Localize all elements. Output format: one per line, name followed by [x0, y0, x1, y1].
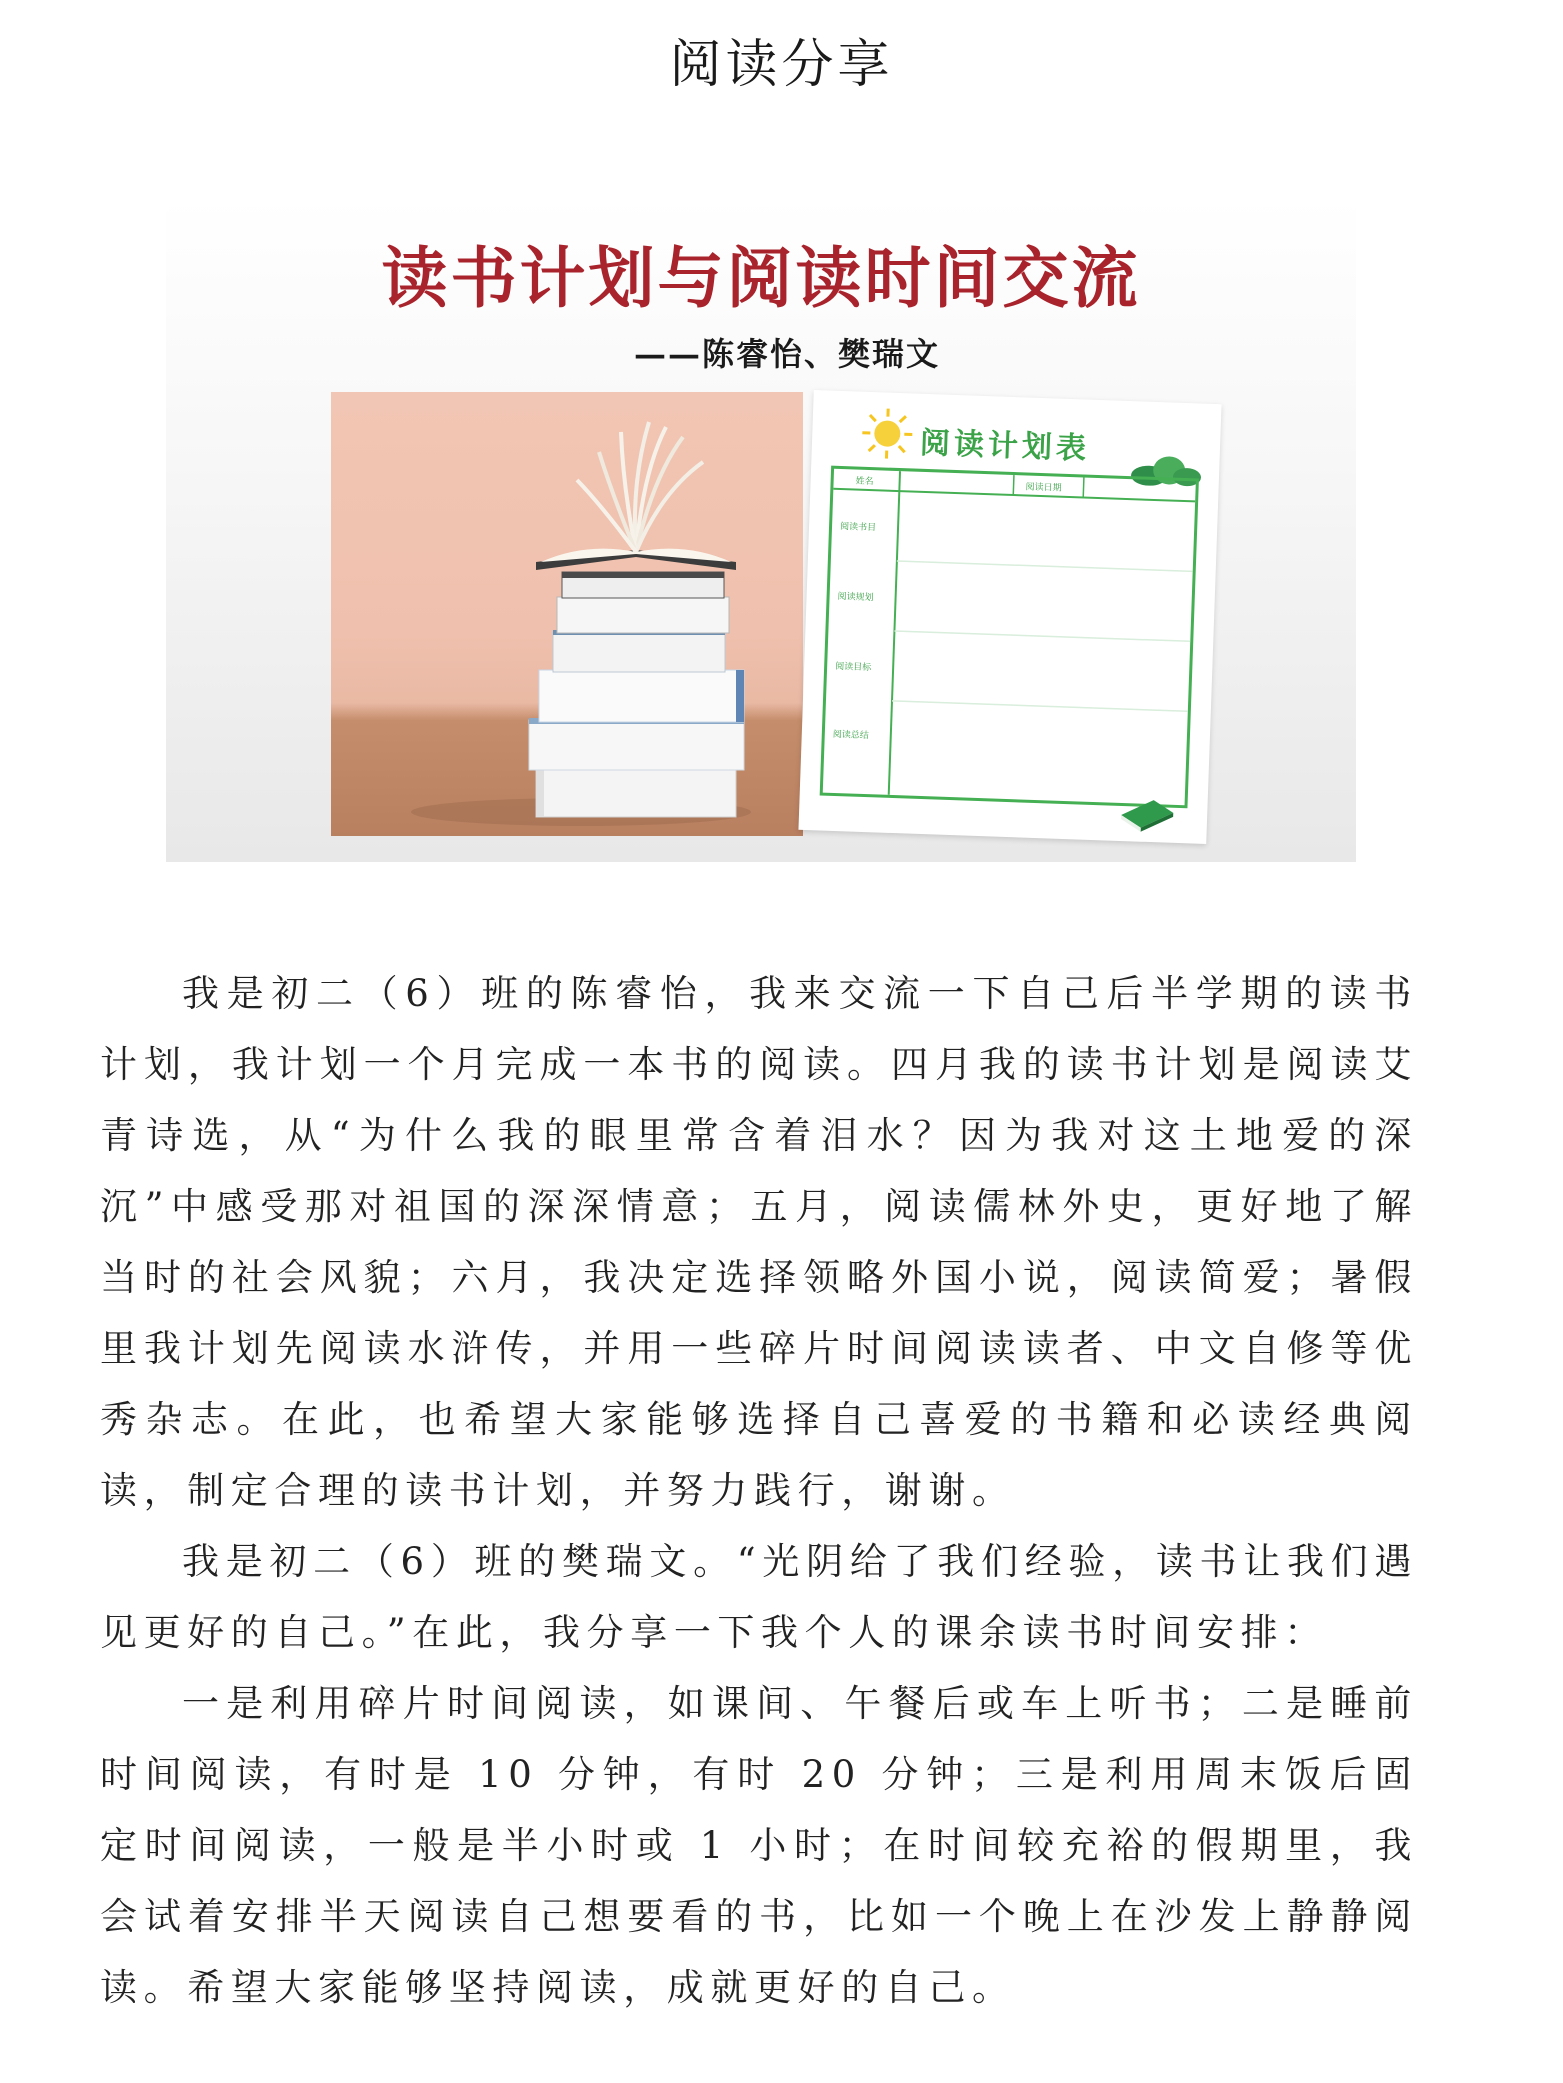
plan-row-label: 阅读书目 — [839, 522, 877, 534]
paragraph: 一是利用碎片时间阅读，如课间、午餐后或车上听书；二是睡前时间阅读，有时是 10 分钟，有时 20 分钟；三是利用周末饭后固定时间阅读，一般是半小时或 1 小时；在时间较充裕的假期里，我会试着安排半天阅读自己想要看的书，比如一个晚上在沙发上静静阅读。希望大家能够坚持阅读，成就更好的自己。 — [100, 1682, 1418, 2009]
green-book-icon — [1117, 793, 1178, 835]
plan-header-name: 姓名 — [855, 476, 874, 488]
book-stack-illustration — [331, 392, 803, 836]
plan-card-title: 阅读计划表 — [919, 425, 1091, 467]
banner-subtitle: ——陈睿怡、樊瑞文 — [634, 335, 941, 373]
plan-table — [820, 466, 1199, 809]
paragraph: 我是初二（6）班的樊瑞文。“光阴给了我们经验，读书让我们遇见更好的自己。”在此，我分享一下我个人的课余读书时间安排： — [100, 1540, 1418, 1654]
reading-plan-card — [798, 390, 1221, 844]
plan-header-date: 阅读日期 — [1025, 482, 1062, 494]
article-body — [100, 958, 1418, 2023]
page-title: 阅读分享 — [669, 35, 894, 95]
banner-image — [166, 197, 1356, 862]
paragraph: 我是初二（6）班的陈睿怡，我来交流一下自己后半学期的读书计划，我计划一个月完成一本书的阅读。四月我的读书计划是阅读艾青诗选，从“为什么我的眼里常含着泪水？因为我对这土地爱的深沉”中感受那对祖国的深深情意；五月，阅读儒林外史，更好地了解当时的社会风貌；六月，我决定选择领略外国小说，阅读简爱；暑假里我计划先阅读水浒传，并用一些碎片时间阅读读者、中文自修等优秀杂志。在此，也希望大家能够选择自己喜爱的书籍和必读经典阅读，制定合理的读书计划，并努力践行，谢谢。 — [100, 972, 1418, 1512]
books-photo — [331, 392, 803, 836]
plan-row-label: 阅读总结 — [832, 729, 869, 742]
sun-icon — [859, 406, 915, 462]
plan-row-label: 阅读规划 — [837, 591, 874, 604]
banner-title: 读书计划与阅读时间交流 — [381, 240, 1141, 317]
plan-row-label: 阅读目标 — [834, 661, 872, 674]
